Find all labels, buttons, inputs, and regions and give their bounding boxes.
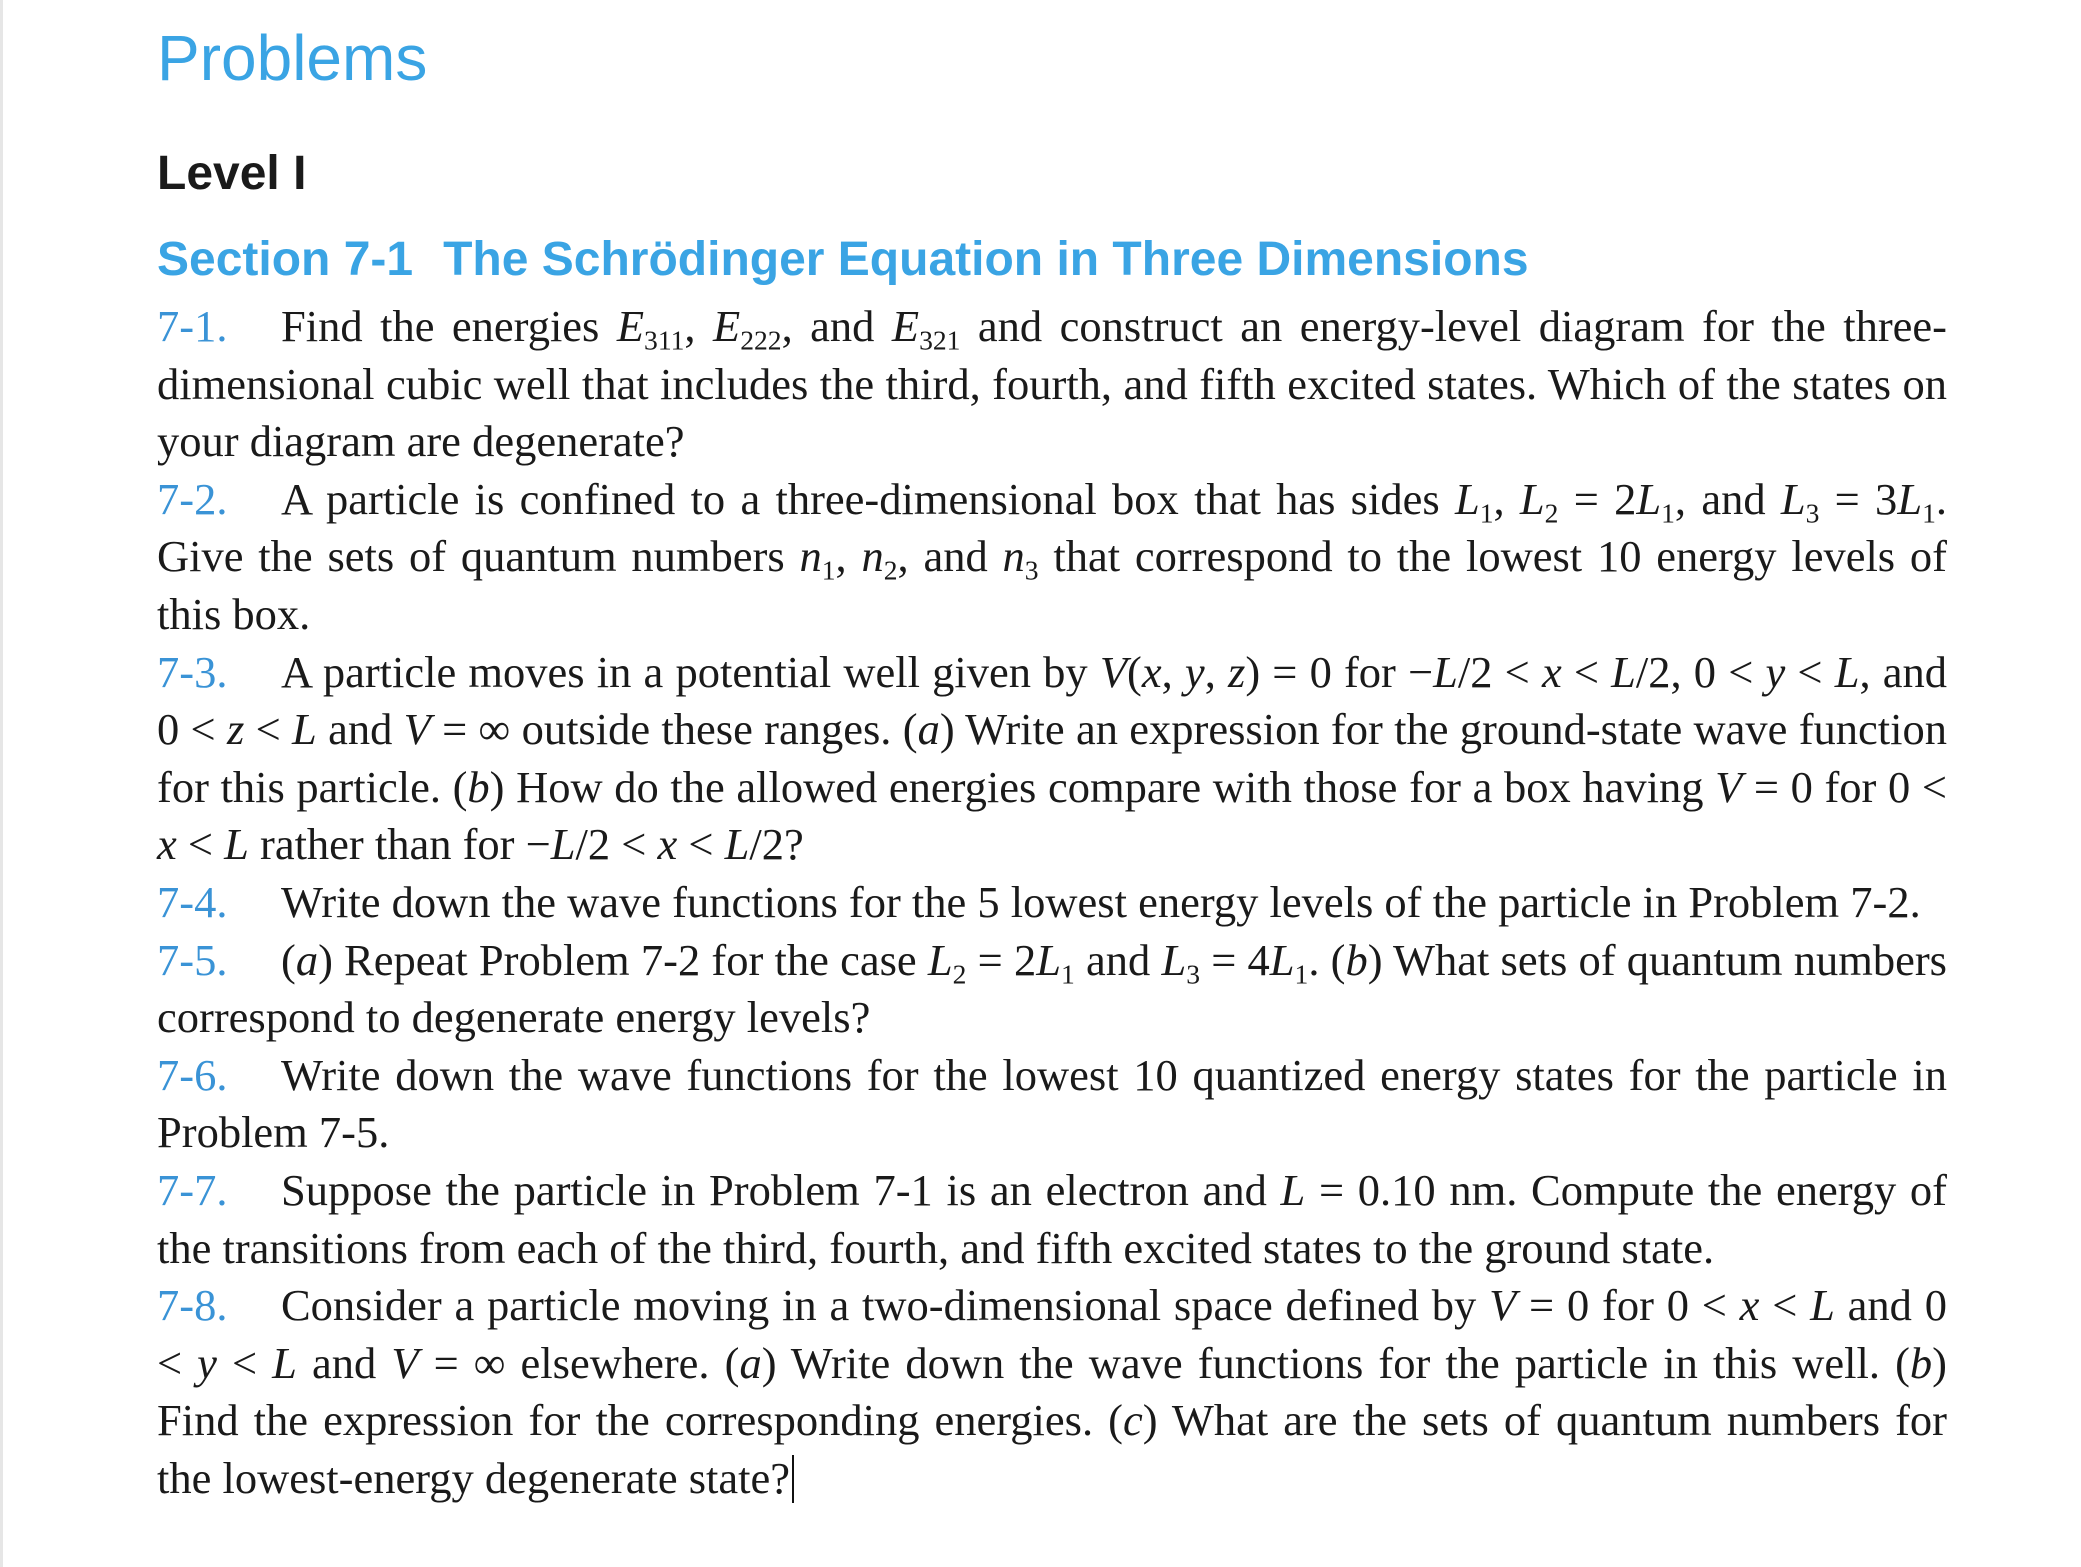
problem-7-2[interactable]: 7-2. A particle is confined to a three-dimensional box that has sides $L_1$, $L_2 = 2L_1$, and $L_3 = 3L_1$. Give the sets of quantum numbers $n_1$, $n_2$, and $n_3$ that correspond to the lowest 10 energy levels of this box. bbox=[157, 471, 1947, 644]
problem-number: 7-7. bbox=[157, 1164, 228, 1215]
problem-7-8[interactable]: 7-8. Consider a particle moving in a two-dimensional space defined by V = 0 for 0 < x < L and 0 < y < L and V = ∞ elsewhere. (a) Write down the wave functions for the particle in this well. (b) Find the expression for the corresponding energies. (c) What are the sets of quantum numbers for the lowest-energy degenerate state? bbox=[157, 1277, 1947, 1507]
problem-7-6[interactable]: 7-6. Write down the wave functions for the lowest 10 quantized energy states for the particle in Problem 7-5. bbox=[157, 1047, 1947, 1162]
problem-number: 7-2. bbox=[157, 473, 228, 524]
section-number: Section 7-1 bbox=[157, 233, 414, 286]
section-heading bbox=[157, 230, 1947, 290]
problem-number: 7-3. bbox=[157, 646, 228, 697]
text-cursor bbox=[792, 1455, 794, 1503]
problem-number: 7-8. bbox=[157, 1280, 228, 1331]
problem-number: 7-5. bbox=[157, 934, 228, 985]
level-heading: Level I bbox=[157, 147, 307, 200]
page-left-border bbox=[0, 0, 3, 1567]
document-page bbox=[157, 18, 1947, 1507]
problem-7-3[interactable]: 7-3. A particle moves in a potential well given by V(x, y, z) = 0 for −L/2 < x < L/2, 0 < y < L, and 0 < z < L and V = ∞ outside these ranges. (a) Write an expression for the ground-state wave function for this particle. (b) How do the allowed energies compare with those for a box having V = 0 for 0 < x < L rather than for −L/2 < x < L/2? bbox=[157, 644, 1947, 874]
problem-list bbox=[157, 298, 1947, 1507]
problem-number: 7-4. bbox=[157, 876, 228, 927]
problem-number: 7-1. bbox=[157, 301, 228, 351]
problem-7-7[interactable]: 7-7. Suppose the particle in Problem 7-1 is an electron and L = 0.10 nm. Compute the energy of the transitions from each of the third, fourth, and fifth excited states to the ground state. bbox=[157, 1162, 1947, 1277]
page-title: Problems bbox=[157, 22, 428, 94]
problem-number: 7-6. bbox=[157, 1049, 228, 1100]
problem-7-5[interactable]: 7-5. (a) Repeat Problem 7-2 for the case $L_2 = 2L_1$ and $L_3 = 4L_1$. (b) What sets of quantum numbers correspond to degenerate energy levels? bbox=[157, 932, 1947, 1047]
problem-7-4[interactable]: 7-4. Write down the wave functions for the 5 lowest energy levels of the particle in Problem 7-2. bbox=[157, 874, 1947, 932]
problem-7-1[interactable]: 7-1. Find the energies $E_{311}$, $E_{222}$, and $E_{321}$ and construct an energy-level diagram for the three-dimensional cubic well that includes the third, fourth, and fifth excited states. Which of the states on your diagram are degenerate? bbox=[157, 298, 1947, 471]
section-title: The Schrödinger Equation in Three Dimensions bbox=[443, 233, 1529, 286]
